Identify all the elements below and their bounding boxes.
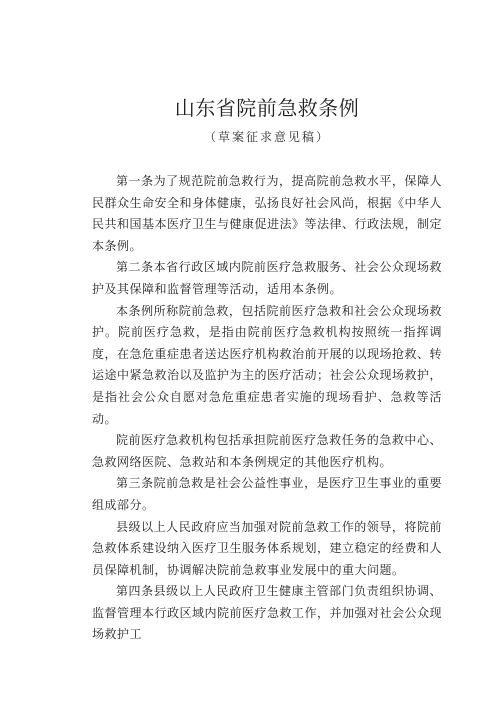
document-subtitle: （草案征求意见稿） (203, 130, 330, 144)
document-title: 山东省院前急救条例 (174, 96, 360, 120)
paragraph-government-duty: 县级以上人民政府应当加强对院前急救工作的领导，将院前急救体系建设纳入医疗卫生服务体系规划，建立稳定的经费和人员保障机制，协调解决院前急救事业发展中的重大问题。 (92, 519, 443, 577)
paragraph-article-1: 第一条为了规范院前急救行为，提高院前急救水平，保障人民群众生命安全和身体健康，弘扬良好社会风尚，根据《中华人民共和国基本医疗卫生与健康促进法》等法律、行政法规，制定本条例。 (92, 174, 443, 253)
paragraph-definition: 本条例所称院前急救，包括院前医疗急救和社会公众现场救护。院前医疗急救，是指由院前医疗急救机构按照统一指挥调度，在急危重症患者送达医疗机构救治前开展的以现场抢救、转运途中紧急救治以及监护为主的医疗活动；社会公众现场救护，是指社会公众自愿对急危重症患者实施的现场看护、急救等活动。 (92, 303, 443, 426)
paragraph-article-2: 第二条本省行政区域内院前医疗急救服务、社会公众现场救护及其保障和监督管理等活动，适用本条例。 (92, 260, 442, 296)
document-body (92, 171, 442, 646)
paragraph-article-3: 第三条院前急救是社会公益性事业，是医疗卫生事业的重要组成部分。 (92, 476, 442, 512)
paragraph-institutions: 院前医疗急救机构包括承担院前医疗急救任务的急救中心、急救网络医院、急救站和本条例规定的其他医疗机构。 (92, 433, 442, 469)
paragraph-article-4: 第四条县级以上人民政府卫生健康主管部门负责组织协调、监督管理本行政区域内院前医疗急救工作，并加强对社会公众现场救护工 (92, 584, 443, 642)
